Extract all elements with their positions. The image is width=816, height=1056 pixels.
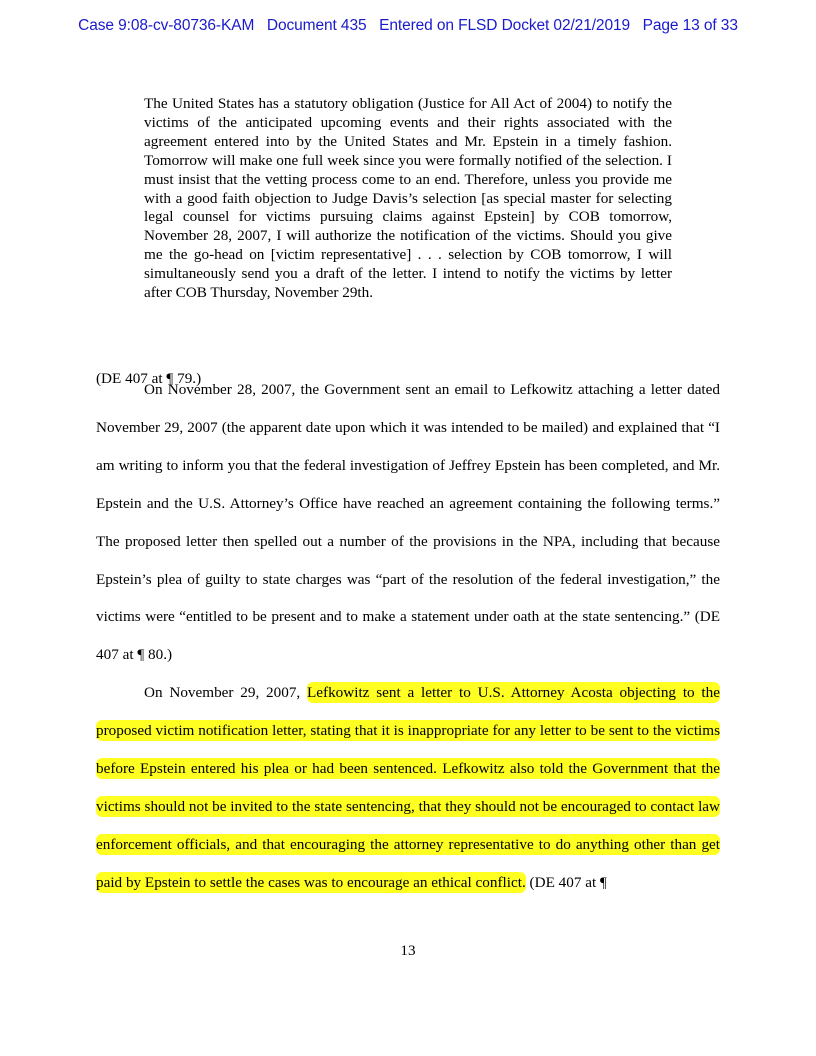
block-quote-text: The United States has a statutory obligation (Justice for All Act of 2004) to notify the victims of the anticipated upcoming events and their rights associated with the agreement entered into by the United States and Mr. Epstein in a timely fashion. Tomorrow will make one full week since you were formally notified of the selection. I must insist that the vetting process come to an end. Therefore, unless you provide me with a good faith objection to Judge Davis’s selection [as special master for selecting legal counsel for victims pursuing claims against Epstein] by COB tomorrow, November 28, 2007, I will authorize the notification of the victims. Should you give me the go-head on [victim representative] . . . selection by COB tomorrow, I will simultaneously send you a draft of the letter. I intend to notify the victims by letter after COB Thursday, November 29th. bbox=[144, 95, 672, 302]
highlighted-text: Lefkowitz sent a letter to U.S. Attorney Acosta objecting to the proposed victim notification letter, stating that it is inappropriate for any letter to be sent to the victims before Epstein entered his plea or had been sentenced. Lefkowitz also told the Government that the victims should not be invited to the state sentencing, that they should not be encouraged to contact law enforcement officials, and that encouraging the attorney representative to do anything other than get paid by Epstein to settle the cases was to encourage an ethical conflict. bbox=[96, 684, 720, 891]
citation-de-407-79: (DE 407 at ¶ 79.) bbox=[96, 370, 202, 387]
block-quote bbox=[144, 95, 672, 303]
paragraph-text: On November 28, 2007, the Government sent an email to Lefkowitz attaching a letter dated November 29, 2007 (the apparent date upon which it was intended to be mailed) and explained that “I am writing to inform you that the federal investigation of Jeffrey Epstein has been completed, and Mr. Epstein and the U.S. Attorney’s Office have reached an agreement containing the following terms.” The proposed letter then spelled out a number of the provisions in the NPA, including that because Epstein’s plea of guilty to state charges was “part of the resolution of the federal investigation,” the victims were “entitled to be present and to make a statement under oath at the state sentencing.” (DE 407 at ¶ 80.) bbox=[96, 381, 720, 664]
paragraph-november-28 bbox=[96, 371, 720, 674]
page-number: 13 bbox=[400, 942, 416, 959]
paragraph-lead: On November 29, 2007, bbox=[144, 684, 308, 701]
paragraph-trail: (DE 407 at ¶ bbox=[525, 873, 607, 891]
docket-header: Case 9:08-cv-80736-KAM Document 435 Entered on FLSD Docket 02/21/2019 Page 13 of 33 bbox=[78, 17, 738, 34]
paragraph-november-29 bbox=[96, 674, 720, 901]
